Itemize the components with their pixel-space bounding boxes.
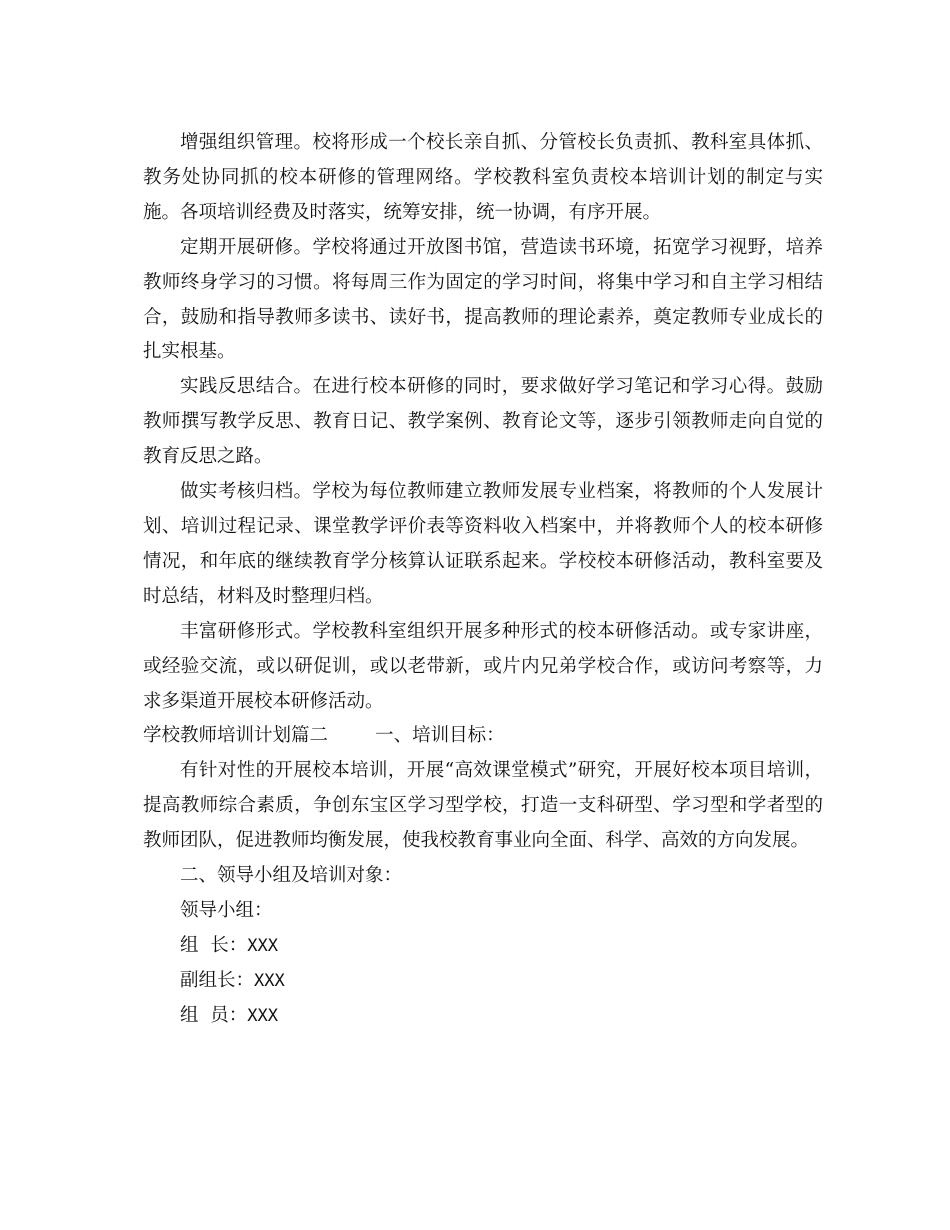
member-role: 组 员：	[180, 1004, 248, 1026]
member-staff	[143, 999, 823, 1034]
paragraph-forms: 丰富研修形式。学校教科室组织开展多种形式的校本研修活动。或专家讲座，或经验交流，或以研促训，或以老带新，或片内兄弟学校合作，或访问考察等，力求多渠道开展校本研修活动。	[143, 620, 823, 712]
section-title: 学校教师培训计划篇二	[143, 725, 329, 747]
member-deputy	[143, 964, 823, 999]
paragraph-training-goals: 有针对性的开展校本培训，开展“高效课堂模式”研究，开展好校本项目培训，提高教师综合素质，争创东宝区学习型学校，打造一支科研型、学习型和学者型的教师团队，促进教师均衡发展，使我校教育事业向全面、科学、高效的方向发展。	[143, 760, 823, 852]
member-name: XXX	[254, 970, 285, 991]
member-name: XXX	[247, 935, 278, 956]
member-leader	[143, 929, 823, 964]
member-role: 组 长：	[180, 934, 248, 956]
paragraph-assessment-archive: 做实考核归档。学校为每位教师建立教师发展专业档案，将教师的个人发展计划、培训过程记录、课堂教学评价表等资料收入档案中，并将教师个人的校本研修情况，和年底的继续教育学分核算认证联系起来。学校校本研修活动，教科室要及时总结，材料及时整理归档。	[143, 481, 823, 607]
member-name: XXX	[247, 1005, 278, 1026]
paragraph-organization: 增强组织管理。校将形成一个校长亲自抓、分管校长负责抓、教科室具体抓、教务处协同抓的校本研修的管理网络。学校教科室负责校本培训计划的制定与实施。各项培训经费及时落实，统筹安排，统一协调，有序开展。	[143, 132, 823, 223]
paragraph-regular-study: 定期开展研修。学校将通过开放图书馆，营造读书环境，拓宽学习视野，培养教师终身学习的习惯。将每周三作为固定的学习时间，将集中学习和自主学习相结合，鼓励和指导教师多读书、读好书，提高教师的理论素养，奠定教师专业成长的扎实根基。	[143, 236, 823, 363]
document-body	[143, 126, 823, 1034]
section-heading	[143, 719, 823, 754]
section-two-title: 二、领导小组及培训对象：	[180, 865, 403, 887]
section-subtitle: 一、培训目标：	[375, 725, 505, 747]
leadership-label: 领导小组：	[180, 899, 273, 921]
member-role: 副组长：	[180, 969, 255, 991]
paragraph-practice-reflection: 实践反思结合。在进行校本研修的同时，要求做好学习笔记和学习心得。鼓励教师撰写教学反思、教育日记、教学案例、教育论文等，逐步引领教师走向自觉的教育反思之路。	[143, 376, 823, 468]
